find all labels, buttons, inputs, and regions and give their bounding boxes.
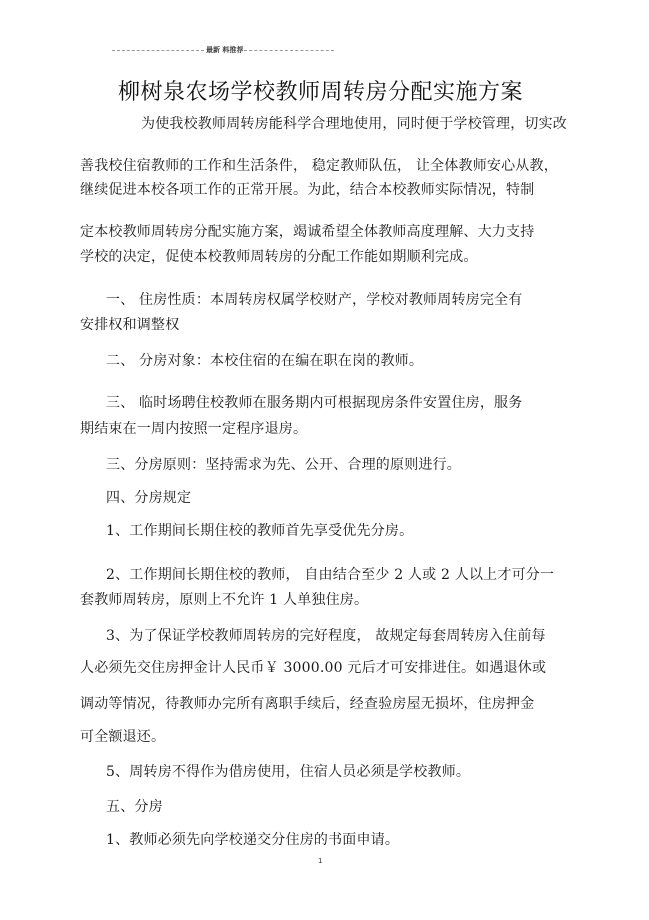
text-line: 为使我校教师周转房能科学合理地使用，同时便于学校管理，切实改 [141,116,567,132]
text-line: 一、 住房性质：本周转房权属学校财产，学校对教师周转房完全有 [106,292,523,308]
page-number: 1 [318,857,323,865]
text-line: 人必须先交住房押金计人民币￥ 3000.00 元后才可安排进住。如遇退休或 [80,660,547,676]
text-line: 三、分房原则：坚持需求为先、公开、合理的原则进行。 [106,457,461,473]
text-line: 期结束在一周内按照一定程序退房。 [80,421,308,437]
text-line: 善我校住宿教师的工作和生活条件， 稳定教师队伍， 让全体教师安心从教， [80,158,558,174]
header-rule-left [112,50,204,51]
text-line: 1、工作期间长期住校的教师首先享受优先分房。 [106,523,414,539]
text-line: 1、教师必须先向学校递交分住房的书面申请。 [106,832,400,848]
text-line: 调动等情况，待教师办完所有离职手续后，经查验房屋无损坏，住房押金 [80,696,535,712]
header-text: 最新 料推荐 [206,46,244,54]
text-line: 安排权和调整权 [80,317,180,333]
text-line: 继续促进本校各项工作的正常开展。为此，结合本校教师实际情况，特制 [80,182,535,198]
text-line: 3、为了保证学校教师周转房的完好程度， 故规定每套周转房入住前每 [106,628,546,644]
text-line: 5、周转房不得作为借房使用，住宿人员必须是学校教师。 [106,764,471,780]
text-line: 定本校教师周转房分配实施方案，竭诚希望全体教师高度理解、大力支持 [80,224,535,240]
text-line: 二、 分房对象：本校住宿的在编在职在岗的教师。 [106,353,424,369]
header-rule-right [244,50,334,51]
page-header [112,44,334,56]
text-line: 三、 临时场聘住校教师在服务期内可根据现房条件安置住房，服务 [106,395,523,411]
text-line: 2、工作期间长期住校的教师， 自由结合至少 2 人或 2 人以上才可分一 [106,567,555,583]
text-line: 套教师周转房，原则上不允许 1 人单独住房。 [80,592,369,608]
text-line: 五、分房 [106,799,163,815]
document-title: 柳树泉农场学校教师周转房分配实施方案 [118,80,524,105]
text-line: 可全额退还。 [80,729,166,745]
text-line: 四、分房规定 [106,490,192,506]
text-line: 学校的决定，促使本校教师周转房的分配工作能如期顺利完成。 [80,249,478,265]
